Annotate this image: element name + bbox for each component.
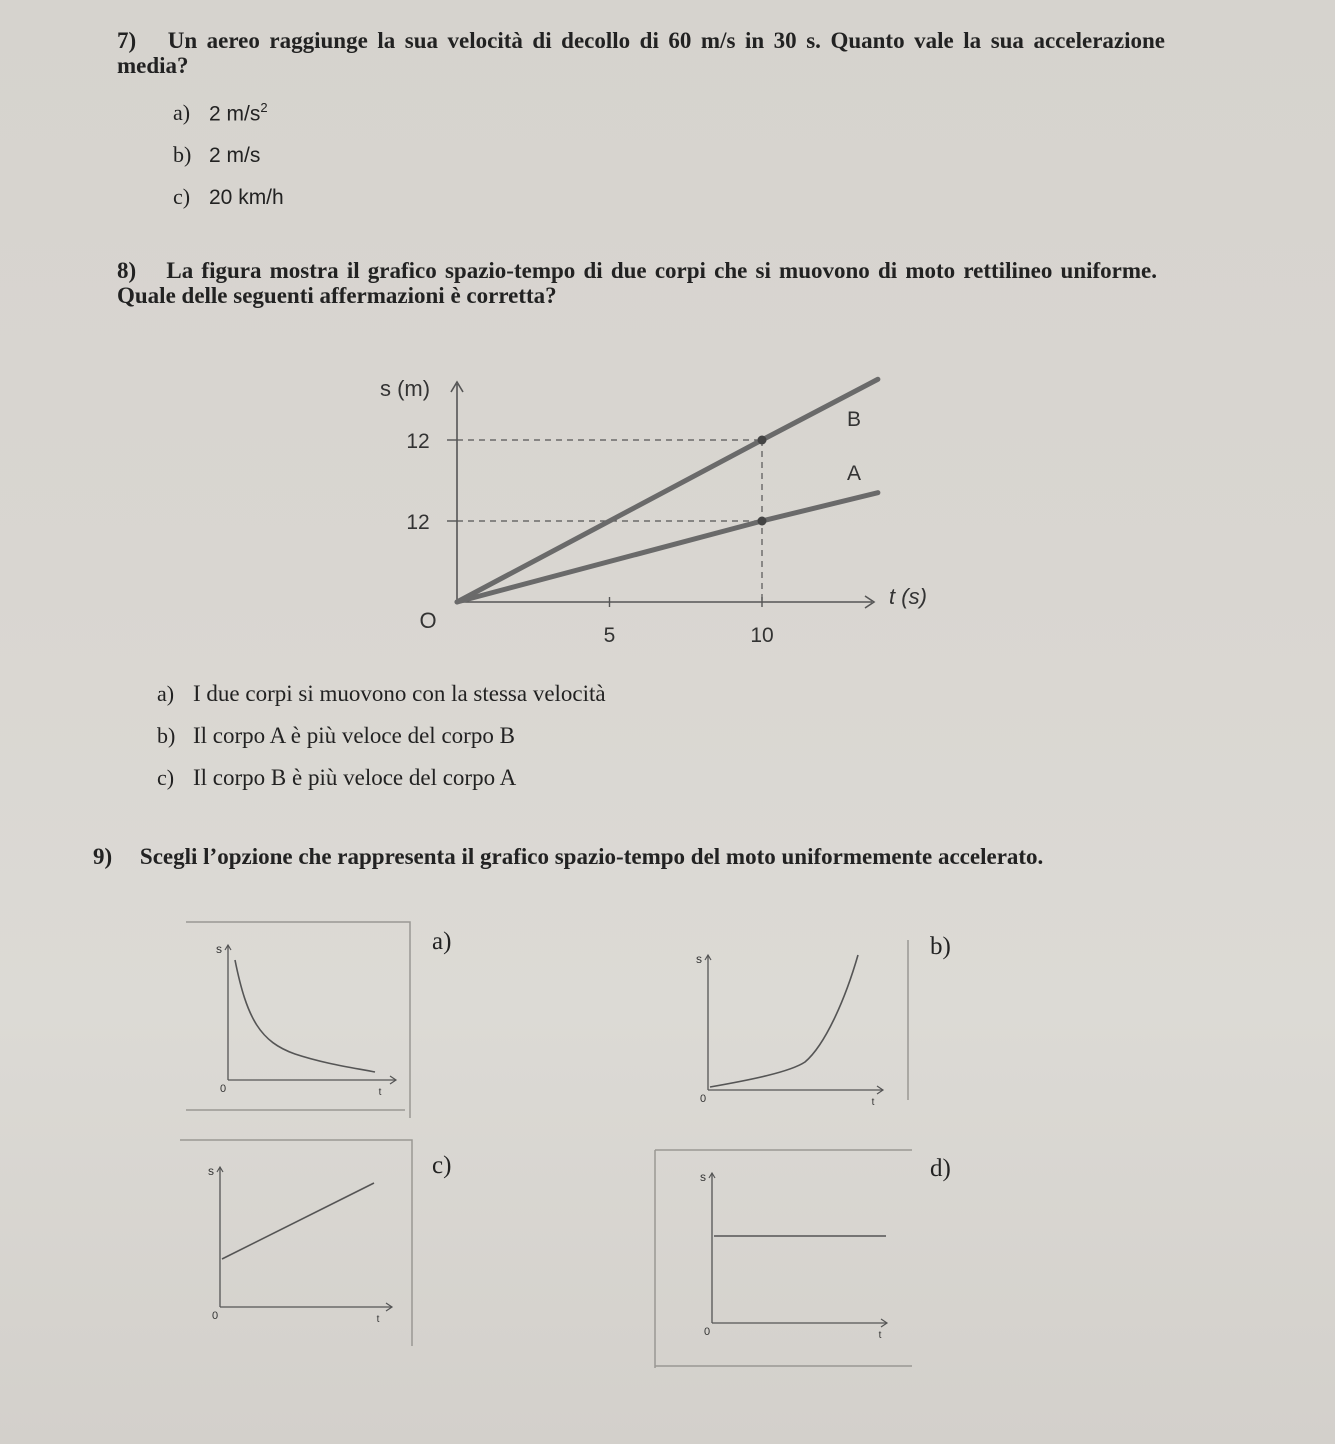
option-b-graph[interactable] bbox=[680, 940, 905, 1115]
mini-origin-label: 0 bbox=[703, 1326, 711, 1338]
mini-x-label: t bbox=[378, 1087, 382, 1098]
y-tick-label: 12 bbox=[406, 430, 430, 453]
question-7-text: Un aereo raggiunge la sua velocità di decollo di 60 m/s in 30 s. Quanto vale la sua accelerazione media? bbox=[117, 28, 1166, 78]
question-7-number: 7) bbox=[117, 28, 137, 53]
x-tick-label: 10 bbox=[750, 624, 774, 647]
q9-option-a-label[interactable]: a) bbox=[432, 928, 452, 955]
q7-option-b[interactable]: b) 2 m/s bbox=[173, 142, 261, 167]
mini-y-label: s bbox=[208, 1164, 214, 1178]
q9-option-c-label[interactable]: c) bbox=[432, 1152, 452, 1179]
x-tick-label: 5 bbox=[603, 624, 616, 647]
mini-x-label: t bbox=[878, 1330, 882, 1341]
mini-x-label: t bbox=[376, 1314, 380, 1325]
question-8-number: 8) bbox=[117, 258, 137, 283]
mini-origin-label: 0 bbox=[211, 1310, 219, 1322]
q9-option-d-label[interactable]: d) bbox=[930, 1155, 951, 1182]
q9-option-b-label[interactable]: b) bbox=[930, 933, 951, 960]
option-d-graph[interactable] bbox=[680, 1160, 905, 1345]
y-axis-label: s (m) bbox=[379, 376, 431, 401]
mini-y-label: s bbox=[700, 1170, 706, 1184]
line-oblique bbox=[222, 1183, 374, 1259]
q8-option-b[interactable]: b) Il corpo A è più veloce del corpo B bbox=[157, 723, 515, 748]
series-label-A: A bbox=[846, 462, 862, 485]
origin-label: O bbox=[419, 608, 437, 633]
mini-y-label: s bbox=[696, 952, 702, 966]
y-tick-label: 12 bbox=[406, 511, 430, 534]
question-8-text: La figura mostra il grafico spazio-tempo di due corpi che si muovono di moto rettilineo uniforme. Quale delle seguenti affermazioni è corretta? bbox=[117, 258, 1158, 308]
q8-option-a[interactable]: a) I due corpi si muovono con la stessa velocità bbox=[157, 681, 606, 706]
question-9-number: 9) bbox=[93, 844, 113, 869]
mini-y-label: s bbox=[216, 942, 222, 956]
x-axis-label: t (s) bbox=[889, 584, 927, 609]
mini-origin-label: 0 bbox=[699, 1093, 707, 1105]
q7-option-c[interactable]: c) 20 km/h bbox=[173, 184, 284, 209]
mini-x-label: t bbox=[871, 1097, 875, 1108]
q7-option-a[interactable]: a) 2 $m/s^2$ bbox=[173, 100, 268, 126]
question-9-text: Scegli l’opzione che rappresenta il grafico spazio-tempo del moto uniformemente accelerato. bbox=[139, 844, 1044, 869]
series-label-B: B bbox=[846, 408, 862, 431]
mini-origin-label: 0 bbox=[219, 1083, 227, 1095]
curve-hyperbola bbox=[235, 960, 375, 1072]
option-c-graph[interactable] bbox=[190, 1155, 405, 1330]
option-a-graph[interactable] bbox=[195, 930, 405, 1100]
curve-parabola bbox=[710, 955, 858, 1087]
q8-option-c[interactable]: c) Il corpo B è più veloce del corpo A bbox=[157, 765, 517, 790]
